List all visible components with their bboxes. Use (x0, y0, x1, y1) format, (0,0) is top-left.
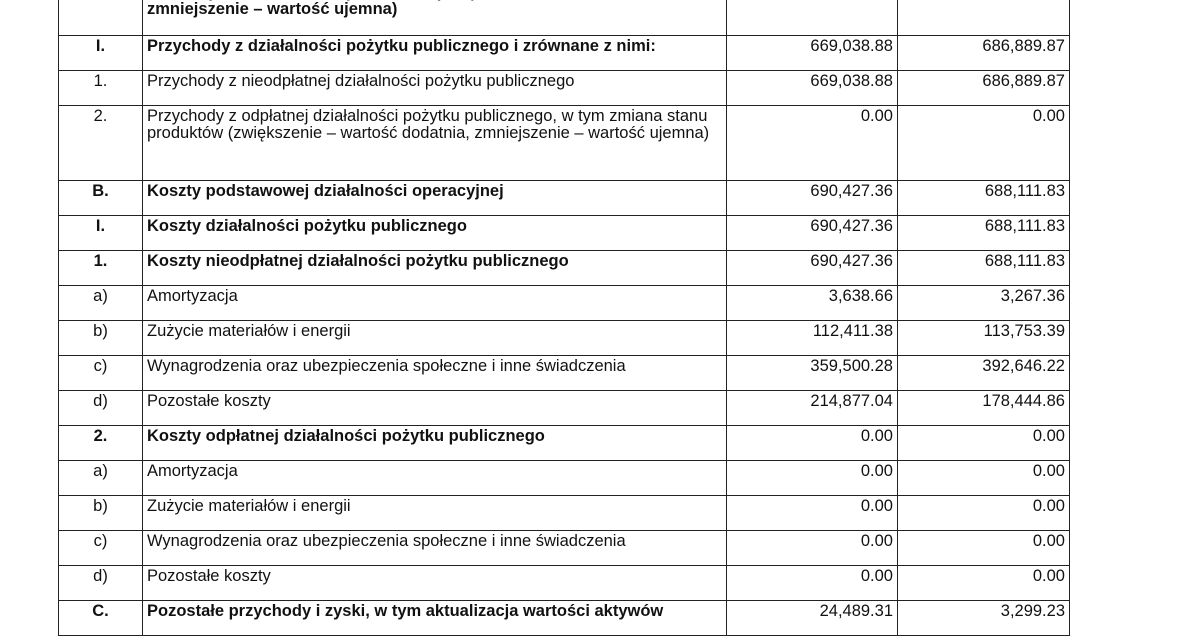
row-label: Pozostałe przychody i zyski, w tym aktualizacja wartości aktywów (143, 601, 727, 636)
row-value-previous: 688,111.83 (898, 251, 1070, 286)
row-value-current: 669,038.88 (727, 36, 898, 71)
row-label: Koszty nieodpłatnej działalności pożytku publicznego (143, 251, 727, 286)
row-value-previous: 113,753.39 (898, 321, 1070, 356)
row-number: c) (59, 531, 143, 566)
row-label: Amortyzacja (143, 286, 727, 321)
row-label: Koszty podstawowej działalności operacyjnej (143, 181, 727, 216)
table-row (59, 0, 1070, 36)
row-value-previous: 0.00 (898, 496, 1070, 531)
row-value-previous: 0.00 (898, 566, 1070, 601)
row-number: d) (59, 391, 143, 426)
row-number: 1. (59, 71, 143, 106)
row-value-current: 112,411.38 (727, 321, 898, 356)
row-value-current: 0.00 (727, 426, 898, 461)
table-row (59, 36, 1070, 71)
table-row (59, 531, 1070, 566)
table-row (59, 251, 1070, 286)
row-label: Zużycie materiałów i energii (143, 496, 727, 531)
row-value-current: 214,877.04 (727, 391, 898, 426)
row-number: 2. (59, 426, 143, 461)
row-value-current: 0.00 (727, 496, 898, 531)
row-value-previous: 688,111.83 (898, 181, 1070, 216)
row-value-previous: 686,889.87 (898, 36, 1070, 71)
row-number: B. (59, 181, 143, 216)
table-row (59, 566, 1070, 601)
row-label: Koszty odpłatnej działalności pożytku publicznego (143, 426, 727, 461)
row-label: Przychody z odpłatnej działalności pożytku publicznego, w tym zmiana stanu produktów (zwiększenie – wartość dodatnia, zmniejszenie – wartość ujemna) (143, 106, 727, 181)
row-value-previous: 0.00 (898, 426, 1070, 461)
row-label: Wynagrodzenia oraz ubezpieczenia społeczne i inne świadczenia (143, 531, 727, 566)
table-row (59, 601, 1070, 636)
row-number: a) (59, 286, 143, 321)
row-value-previous: 178,444.86 (898, 391, 1070, 426)
row-value-previous: 3,299.23 (898, 601, 1070, 636)
row-value-current: 0.00 (727, 106, 898, 181)
row-label: Koszty działalności pożytku publicznego (143, 216, 727, 251)
row-label: Amortyzacja (143, 461, 727, 496)
row-value-current: 690,427.36 (727, 251, 898, 286)
row-number (59, 0, 143, 36)
row-value-previous: 686,889.87 (898, 71, 1070, 106)
table-row (59, 216, 1070, 251)
row-label: Wynagrodzenia oraz ubezpieczenia społeczne i inne świadczenia (143, 356, 727, 391)
row-number: I. (59, 36, 143, 71)
row-value-previous: 0.00 (898, 106, 1070, 181)
table-row (59, 496, 1070, 531)
row-label: Przychody z nieodpłatnej działalności pożytku publicznego (143, 71, 727, 106)
row-value-current: 669,038.88 (727, 71, 898, 106)
row-label: zmniejszenie – wartość ujemna) (143, 0, 727, 36)
financial-statement-table (58, 0, 1070, 636)
table-row (59, 461, 1070, 496)
row-number: d) (59, 566, 143, 601)
row-value-current: 24,489.31 (727, 601, 898, 636)
row-value-current: 0.00 (727, 531, 898, 566)
row-number: a) (59, 461, 143, 496)
row-value-current: 0.00 (727, 461, 898, 496)
row-value-current (727, 0, 898, 36)
table-row (59, 286, 1070, 321)
row-value-previous: 0.00 (898, 531, 1070, 566)
row-number: I. (59, 216, 143, 251)
row-number: 2. (59, 106, 143, 181)
row-label: Pozostałe koszty (143, 566, 727, 601)
row-value-current: 690,427.36 (727, 216, 898, 251)
table-row (59, 321, 1070, 356)
row-value-current: 3,638.66 (727, 286, 898, 321)
table-row (59, 426, 1070, 461)
row-number: 1. (59, 251, 143, 286)
row-number: b) (59, 321, 143, 356)
row-label: Przychody z działalności pożytku publicznego i zrównane z nimi: (143, 36, 727, 71)
row-number: c) (59, 356, 143, 391)
row-number: C. (59, 601, 143, 636)
row-value-current: 0.00 (727, 566, 898, 601)
row-value-current: 359,500.28 (727, 356, 898, 391)
table-row (59, 181, 1070, 216)
table-row (59, 71, 1070, 106)
row-value-previous: 688,111.83 (898, 216, 1070, 251)
row-value-previous: 3,267.36 (898, 286, 1070, 321)
row-value-current: 690,427.36 (727, 181, 898, 216)
table-row (59, 106, 1070, 181)
row-label: Zużycie materiałów i energii (143, 321, 727, 356)
row-value-previous: 0.00 (898, 461, 1070, 496)
row-value-previous: 392,646.22 (898, 356, 1070, 391)
row-value-previous (898, 0, 1070, 36)
table-row (59, 356, 1070, 391)
table-row (59, 391, 1070, 426)
row-label: Pozostałe koszty (143, 391, 727, 426)
row-number: b) (59, 496, 143, 531)
